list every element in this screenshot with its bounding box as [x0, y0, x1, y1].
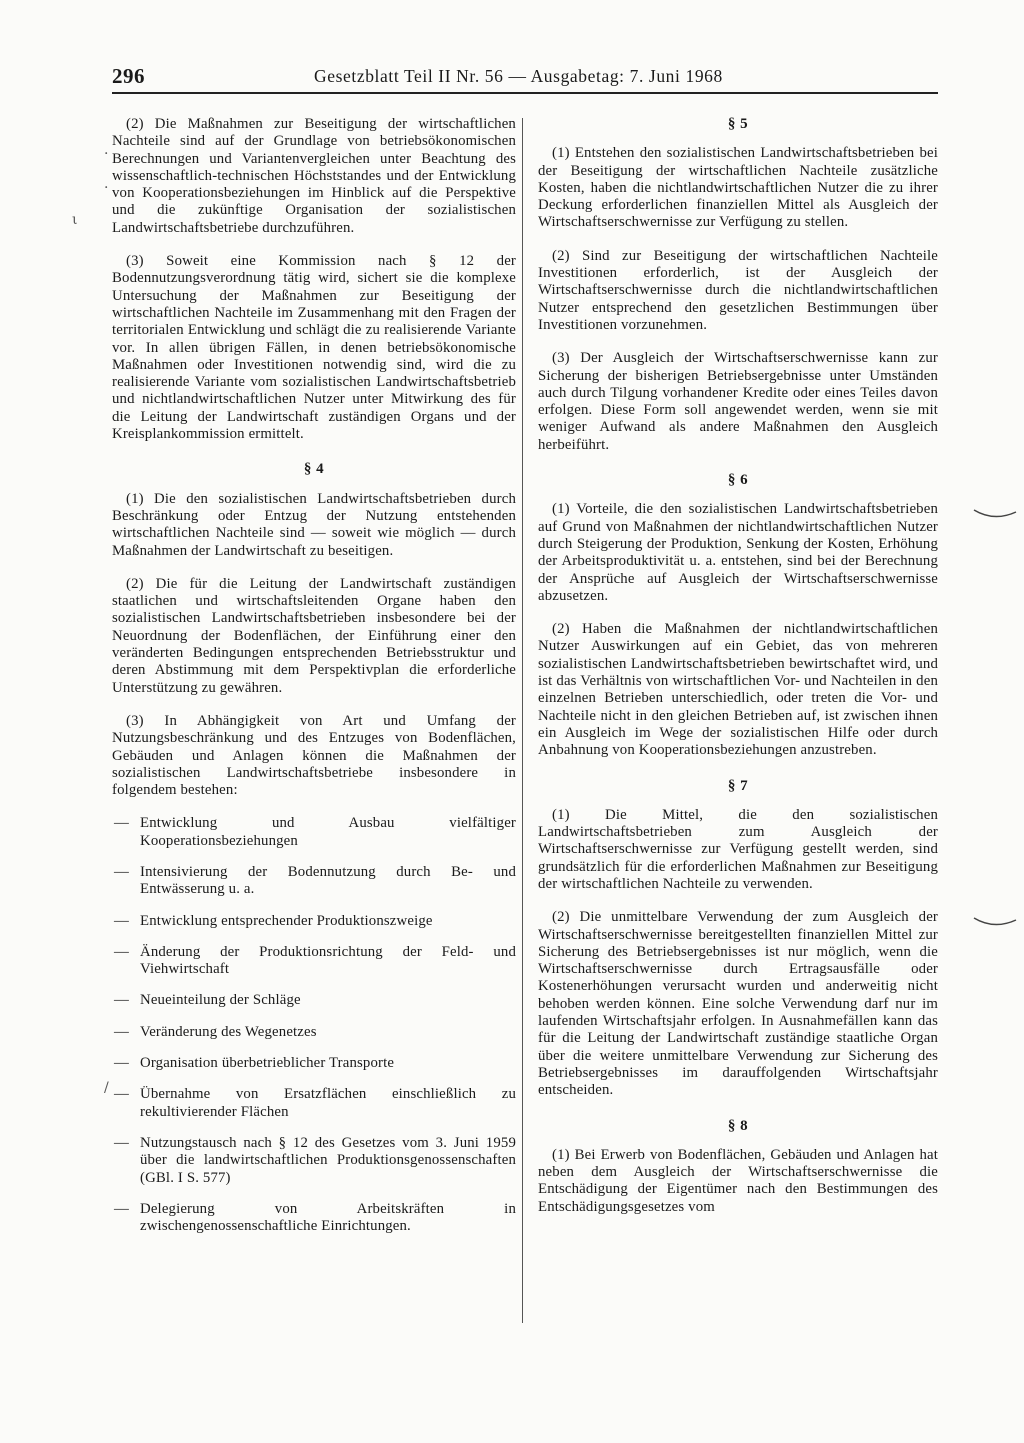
paragraph-s6-2: (2) Haben die Maßnahmen der nichtlandwirtschaftlichen Nutzer Auswirkungen auf ein Gebiet, das von mehreren sozialistischen Landwirtschaftsbetrieben bewirtschaftet wird, und ist das Verhältnis von wirtschaftlichen Vor- und Nachteilen in den einzelnen Betrieben unterschiedlich, oder treten die Vor- und Nachteile nicht in den gleichen Betrieben auf, ist zwischen ihnen ein Ausgleich im Wege der sozialistischen Hilfe oder durch Anbahnung von Kooperationsbeziehungen anzustreben. — [538, 621, 938, 759]
list-item — [112, 913, 516, 930]
list-item — [112, 944, 516, 979]
paragraph-s5-3: (3) Der Ausgleich der Wirtschaftserschwernisse kann zur Sicherung der bisherigen Betriebsergebnisse unter Umständen auch durch Tilgung vorhandener Kredite oder eines Teiles davon erfolgen. Diese Form soll angewendet werden, wenn sie mit weniger Aufwand als andere Maßnahmen den Ausgleich herbeiführt. — [538, 350, 938, 453]
margin-dot-mark: · — [104, 180, 109, 196]
list-item — [112, 1086, 516, 1121]
paragraph-s7-1: (1) Die Mittel, die den sozialistischen Landwirtschaftsbetrieben zum Ausgleich der Wirtschaftserschwernisse zur Verfügung gestellt werden, sind grundsätzlich für die erforderlichen Maßnahmen zur Beseitigung der wirtschaftlichen Nachteile zu verwenden. — [538, 806, 938, 892]
list-dash: — — [114, 1023, 129, 1040]
list-item — [112, 1201, 516, 1236]
right-column — [538, 116, 938, 1232]
list-dash: — — [114, 1086, 129, 1103]
list-item — [112, 992, 516, 1009]
paragraph-s5-1: (1) Entstehen den sozialistischen Landwirtschaftsbetrieben bei der Beseitigung der wirtschaftlichen Nachteile zusätzliche Kosten, haben die nichtlandwirtschaftlichen Nutzer die zu ihrer Deckung erforderlichen finanziellen Mittel als Ausgleich der Wirtschaftserschwernisse zur Verfügung zu stellen. — [538, 145, 938, 231]
list-item-text: Übernahme von Ersatzflächen einschließlich zu rekultivierender Flächen — [140, 1086, 516, 1120]
section-heading-4: § 4 — [303, 461, 325, 478]
paragraph-s4-2: (2) Die für die Leitung der Landwirtschaft zuständigen staatlichen und wirtschaftsleitenden Organe haben den sozialistischen Landwirtschaftsbetrieben insbesondere bei der Neuordnung der Bodenflächen, der Einführung einer den veränderten Bedingungen entsprechenden Betriebsstruktur und deren Abstimmung mit dem Perspektivplan die erforderliche Unterstützung zu gewähren. — [112, 575, 516, 696]
list-item-text: Änderung der Produktionsrichtung der Feld- und Viehwirtschaft — [140, 943, 516, 978]
running-title: Gesetzblatt Teil II Nr. 56 — Ausgabetag: 7. Juni 1968 — [314, 66, 723, 86]
page-number: 296 — [112, 64, 145, 88]
section-heading-8: § 8 — [727, 1117, 749, 1134]
list-item — [112, 1055, 516, 1072]
list-item-text: Organisation überbetrieblicher Transporte — [140, 1055, 395, 1072]
paragraph-s7-2: (2) Die unmittelbare Verwendung der zum Ausgleich der Wirtschaftserschwernisse bereitgestellten finanziellen Mittel zur Sicherung des Betriebsergebnisses ist nur möglich, wenn die Wirtschaftserschwernisse durch Ertragsausfälle oder Kostenerhöhungen verursacht wurden und anderweitig nicht behoben werden können. Eine solche Verwendung darf nur im laufenden Wirtschaftsjahr erfolgen. In Ausnahmefällen kann das für die Leitung der Landwirtschaft zuständige staatliche Organ über die weitere unmittelbare Verwendung zur Sicherung des Betriebsergebnisses im darauffolgenden Wirtschaftsjahr entscheiden. — [538, 909, 938, 1099]
list-item-text: Neueinteilung der Schläge — [140, 992, 301, 1009]
list-dash: — — [114, 863, 129, 880]
margin-curve-mark — [972, 506, 1018, 522]
margin-tick-mark: / — [104, 1080, 109, 1096]
list-item — [112, 864, 516, 899]
list-item — [112, 815, 516, 850]
section-heading-5: § 5 — [727, 116, 749, 132]
list-item-text: Entwicklung entsprechender Produktionszweige — [140, 912, 433, 929]
page-header — [112, 62, 938, 94]
paragraph-s3-3: (3) Soweit eine Kommission nach § 12 der Bodennutzungsverordnung tätig wird, sichert sie die komplexe Untersuchung der Maßnahmen zur Beseitigung der wirtschaftlichen Nachteile im Zusammenhang mit den Fragen der territorialen Entwicklung und schlägt die zu realisierende Variante vor. In allen übrigen Fällen, in denen betriebsökonomische Maßnahmen oder Investitionen notwendig sind, wird die zu realisierende Variante vom sozialistischen Landwirtschaftsbetrieb und nichtlandwirtschaftlichen Nutzer unter Mitwirkung des für die Leitung der Landwirtschaft zuständigen Organs und der Kreisplankommission ermittelt. — [112, 253, 516, 443]
list-dash: — — [114, 912, 129, 929]
list-dash: — — [114, 815, 129, 832]
paragraph-s4-1: (1) Die den sozialistischen Landwirtschaftsbetrieben durch Beschränkung oder Entzug der Nutzung entstehenden wirtschaftlichen Nachteile sind — soweit wie möglich — durch Maßnahmen der Landwirtschaft zu beseitigen. — [112, 490, 516, 559]
list-item-text: Intensivierung der Bodennutzung durch Be- und Entwässerung u. a. — [140, 863, 516, 898]
paragraph-s5-2: (2) Sind zur Beseitigung der wirtschaftlichen Nachteile Investitionen erforderlich, ist der Ausgleich der Wirtschaftserschwernisse durch die nichtlandwirtschaftlichen Nutzer entsprechend den gesetzlichen Bestimmungen über Investitionen vorzunehmen. — [538, 247, 938, 333]
list-item — [112, 1024, 516, 1041]
margin-dot-mark: · — [104, 146, 109, 162]
section-heading-6: § 6 — [727, 472, 749, 489]
list-dash: — — [114, 1055, 129, 1072]
section-heading-7: § 7 — [727, 777, 749, 794]
paragraph-s4-3: (3) In Abhängigkeit von Art und Umfang der Nutzungsbeschränkung und des Entzuges von Bodenflächen, Gebäuden und Anlagen können die Maßnahmen der sozialistischen Landwirtschaftsbetriebe insbesondere in folgendem bestehen: — [112, 712, 516, 799]
left-column — [112, 116, 516, 1249]
list-item-text: Delegierung von Arbeitskräften in zwischengenossenschaftliche Einrichtungen. — [140, 1200, 516, 1235]
list-item-text: Veränderung des Wegenetzes — [140, 1023, 317, 1040]
column-divider — [522, 118, 523, 1323]
margin-tick-mark: ι — [72, 212, 78, 228]
list-item — [112, 1135, 516, 1187]
measures-list — [112, 815, 516, 1235]
list-item-text: Entwicklung und Ausbau vielfältiger Kooperationsbeziehungen — [140, 815, 516, 849]
paragraph-s8-1: (1) Bei Erwerb von Bodenflächen, Gebäuden und Anlagen hat neben dem Ausgleich der Wirtschaftserschwernisse die Entschädigung der Eigentümer nach den Bestimmungen des Entschädigungsgesetzes vom — [538, 1146, 938, 1215]
paragraph-s3-2: (2) Die Maßnahmen zur Beseitigung der wirtschaftlichen Nachteile sind auf der Grundlage von betriebsökonomischen Berechnungen und Variantenvergleichen unter Beachtung des wissenschaftlich-technischen Höchststandes und der Entwicklung von Kooperationsbeziehungen im Hinblick auf die Perspektive und die zukünftige Organisation der sozialistischen Landwirtschaftsbetriebe durchzuführen. — [112, 116, 516, 236]
margin-curve-mark — [972, 914, 1018, 930]
list-dash: — — [114, 1134, 129, 1151]
list-item-text: Nutzungstausch nach § 12 des Gesetzes vom 3. Juni 1959 über die landwirtschaftlichen Produktionsgenossenschaften (GBl. I S. 577) — [140, 1134, 516, 1186]
list-dash: — — [114, 943, 129, 960]
list-dash: — — [114, 992, 129, 1009]
paragraph-s6-1: (1) Vorteile, die den sozialistischen Landwirtschaftsbetrieben auf Grund von Maßnahmen der nichtlandwirtschaftlichen Nutzer durch Steigerung der Produktion, Senkung der Kosten, Erhöhung der Arbeitsproduktivität u. a. entstehen, sind bei der Berechnung der Ansprüche auf Ausgleich der Wirtschaftserschwernisse abzusetzen. — [538, 501, 938, 604]
list-dash: — — [114, 1200, 129, 1217]
